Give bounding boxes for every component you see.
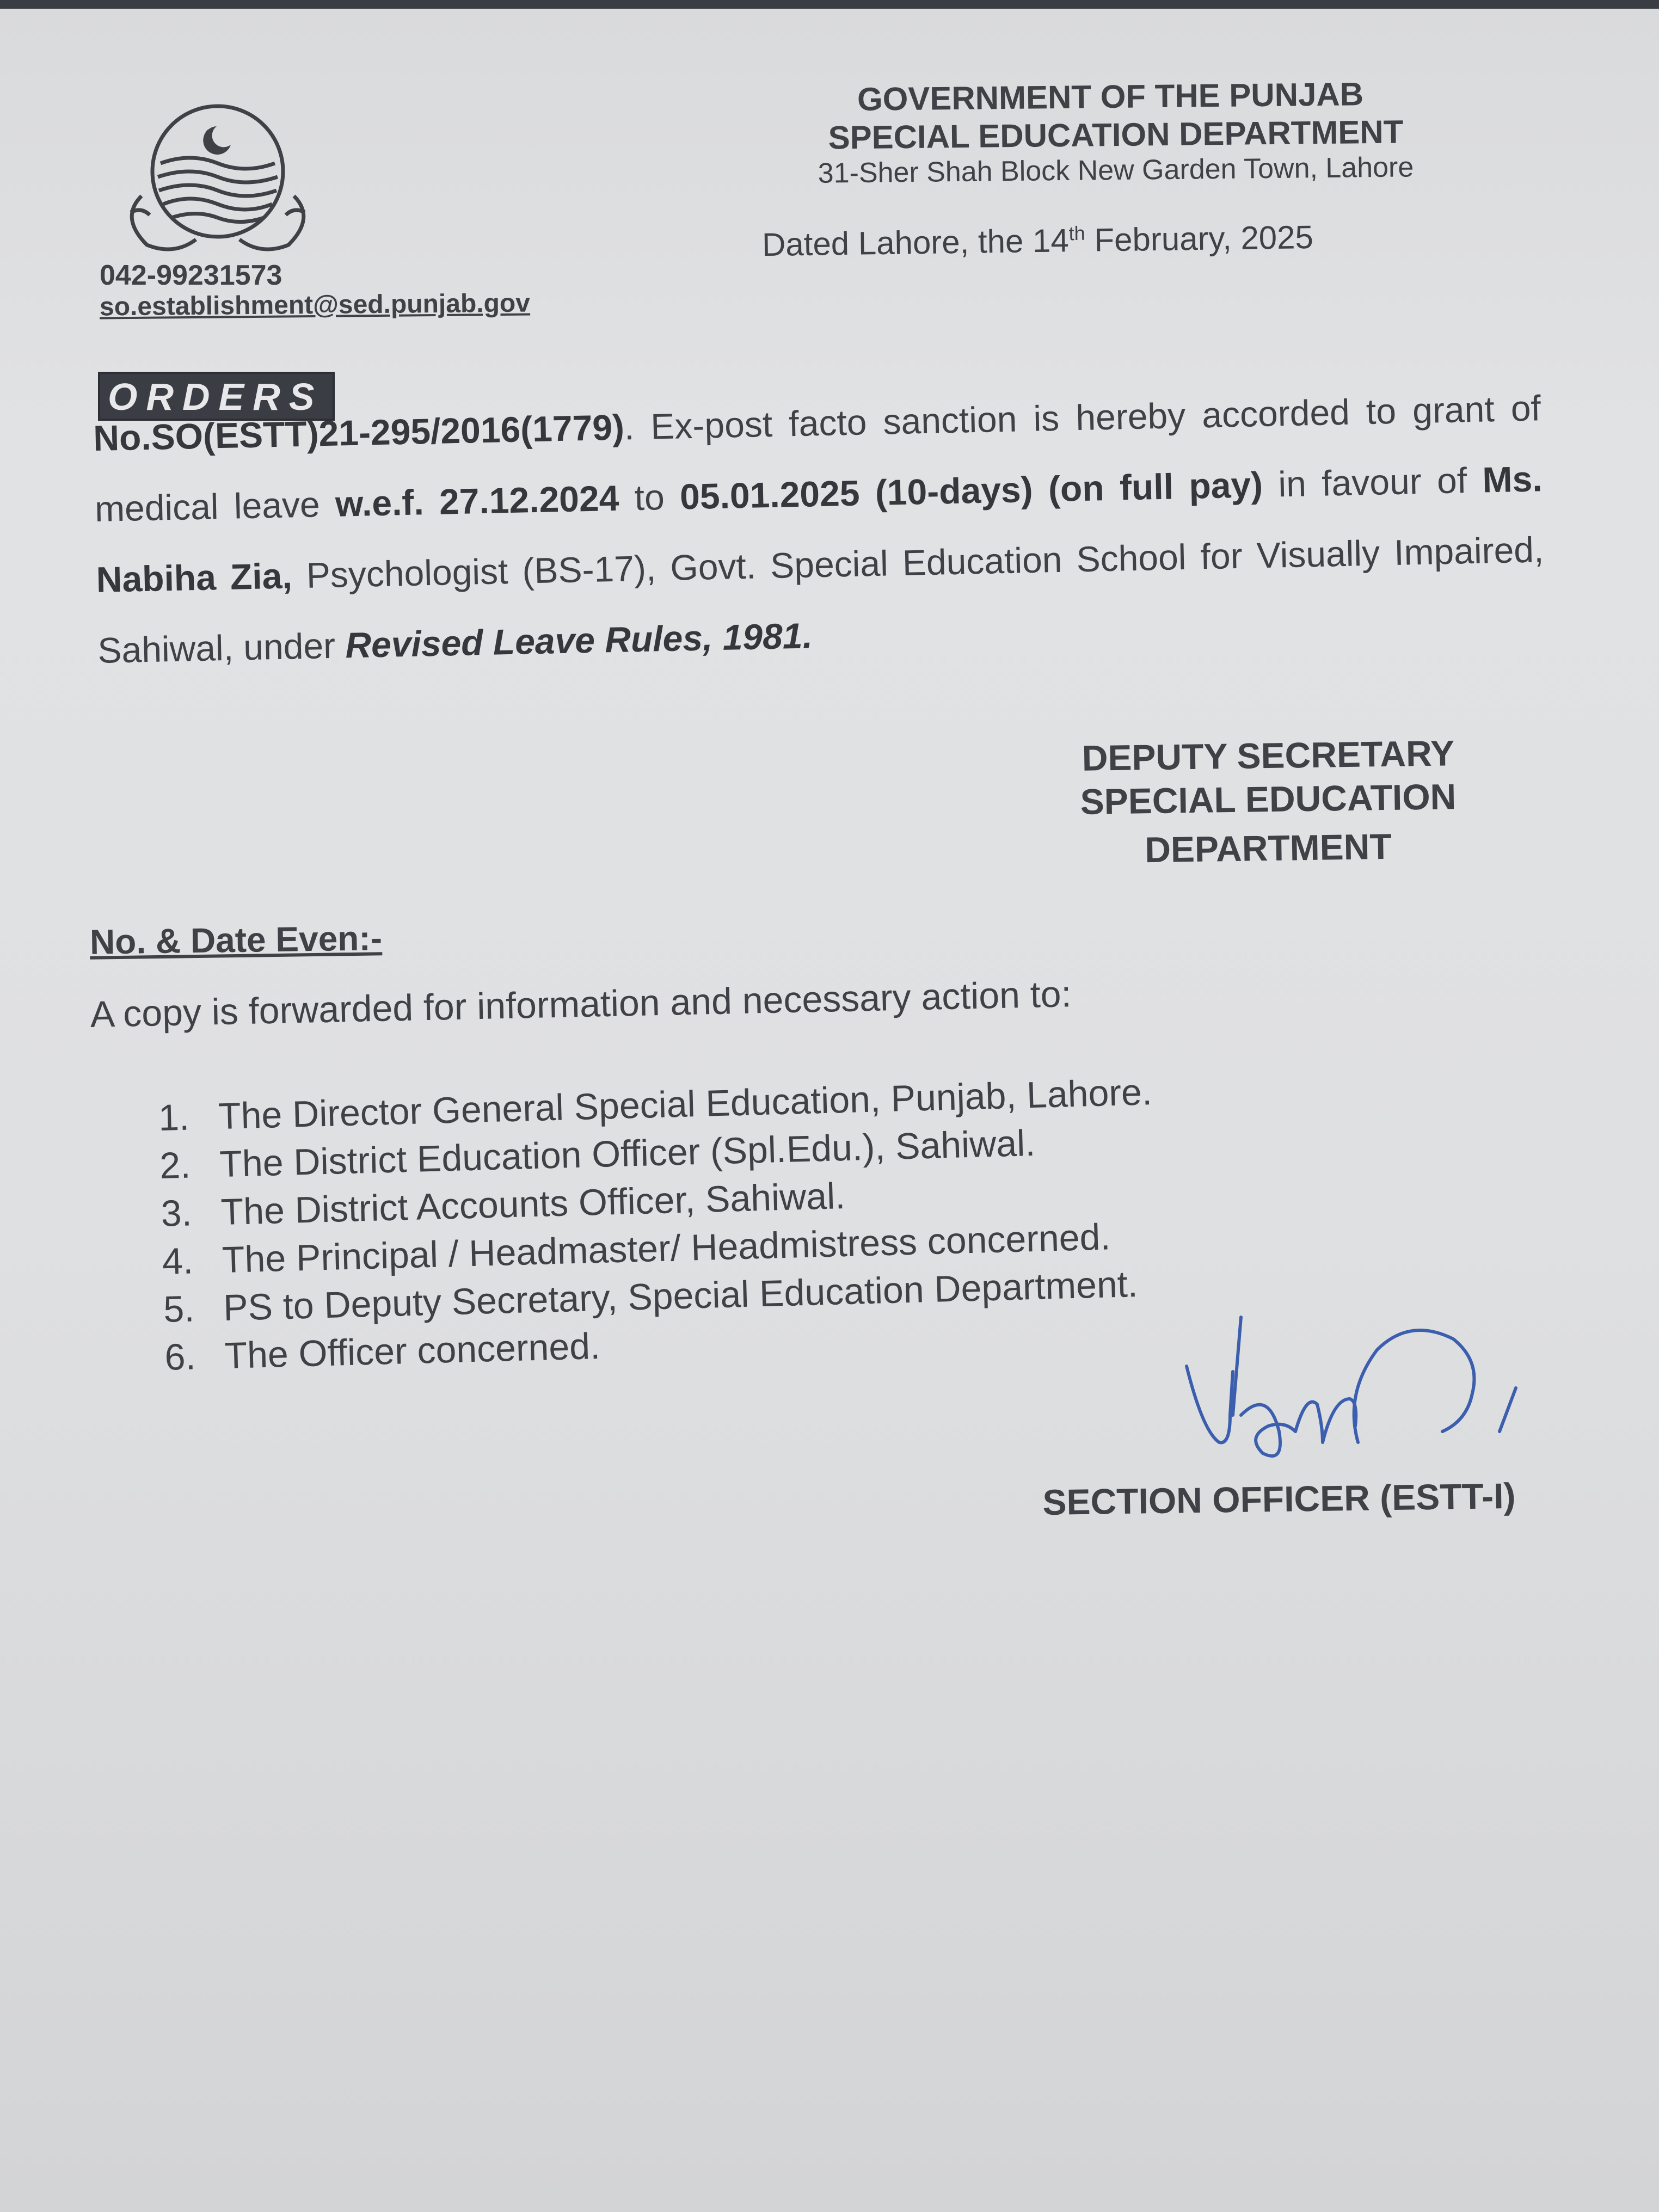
punjab-emblem-icon xyxy=(109,103,327,261)
endorsement-intro: A copy is forwarded for information and necessary action to: xyxy=(90,973,1072,1035)
list-item: 4. The Principal / Headmaster/ Headmistress concerned. xyxy=(162,1216,1111,1282)
order-paragraph: No.SO(ESTT)21-295/2016(1779). Ex-post facto sanction is hereby accorded to grant of medical leave w.e.f. 27.12.2024 to 05.01.2025 (10-days) (on full pay) in favour of Ms. Nabiha Zia, Psychologist (BS-17), Govt. Special Education School for Visually Impaired, Sahiwal, under Revised Leave Rules, 1981. xyxy=(93,388,1544,671)
employee-name: Ms. Nabiha Zia, xyxy=(96,458,1543,600)
list-item: 5. PS to Deputy Secretary, Special Education Department. xyxy=(163,1263,1139,1330)
list-item: 1. The Director General Special Education, Punjab, Lahore. xyxy=(158,1071,1153,1139)
deputy-secretary-dept: SPECIAL EDUCATION xyxy=(1080,776,1457,822)
list-item: 2. The District Education Officer (Spl.Edu.), Sahiwal. xyxy=(159,1122,1036,1187)
list-item: 6. The Officer concerned. xyxy=(164,1325,601,1378)
leave-to-date: 05.01.2025 (10-days) (on full pay) xyxy=(679,464,1263,517)
scan-top-edge xyxy=(0,0,1659,9)
header-government: GOVERNMENT OF THE PUNJAB xyxy=(857,76,1364,118)
contact-email: so.establishment@sed.punjab.gov xyxy=(99,288,531,322)
deputy-secretary-dept2: DEPARTMENT xyxy=(1144,826,1392,870)
list-item: 3. The District Accounts Officer, Sahiwal. xyxy=(160,1175,846,1234)
header-address: 31-Sher Shah Block New Garden Town, Lahore xyxy=(818,151,1414,189)
section-officer-title: SECTION OFFICER (ESTT-I) xyxy=(1042,1475,1516,1522)
leave-rules: Revised Leave Rules, 1981. xyxy=(345,615,813,666)
orders-heading: ORDERS xyxy=(98,372,335,421)
dated-line: Dated Lahore, the 14th February, 2025 xyxy=(761,218,1314,263)
deputy-secretary-title: DEPUTY SECRETARY xyxy=(1082,733,1455,778)
handwritten-signature xyxy=(1170,1306,1562,1486)
leave-from-date: w.e.f. 27.12.2024 xyxy=(335,477,620,524)
header-department: SPECIAL EDUCATION DEPARTMENT xyxy=(828,113,1404,156)
copy-list xyxy=(158,1068,1159,1381)
order-number: No.SO(ESTT)21-295/2016(1779) xyxy=(93,407,625,458)
endorsement-heading: No. & Date Even:- xyxy=(89,918,383,962)
contact-phone: 042-99231573 xyxy=(100,260,282,291)
